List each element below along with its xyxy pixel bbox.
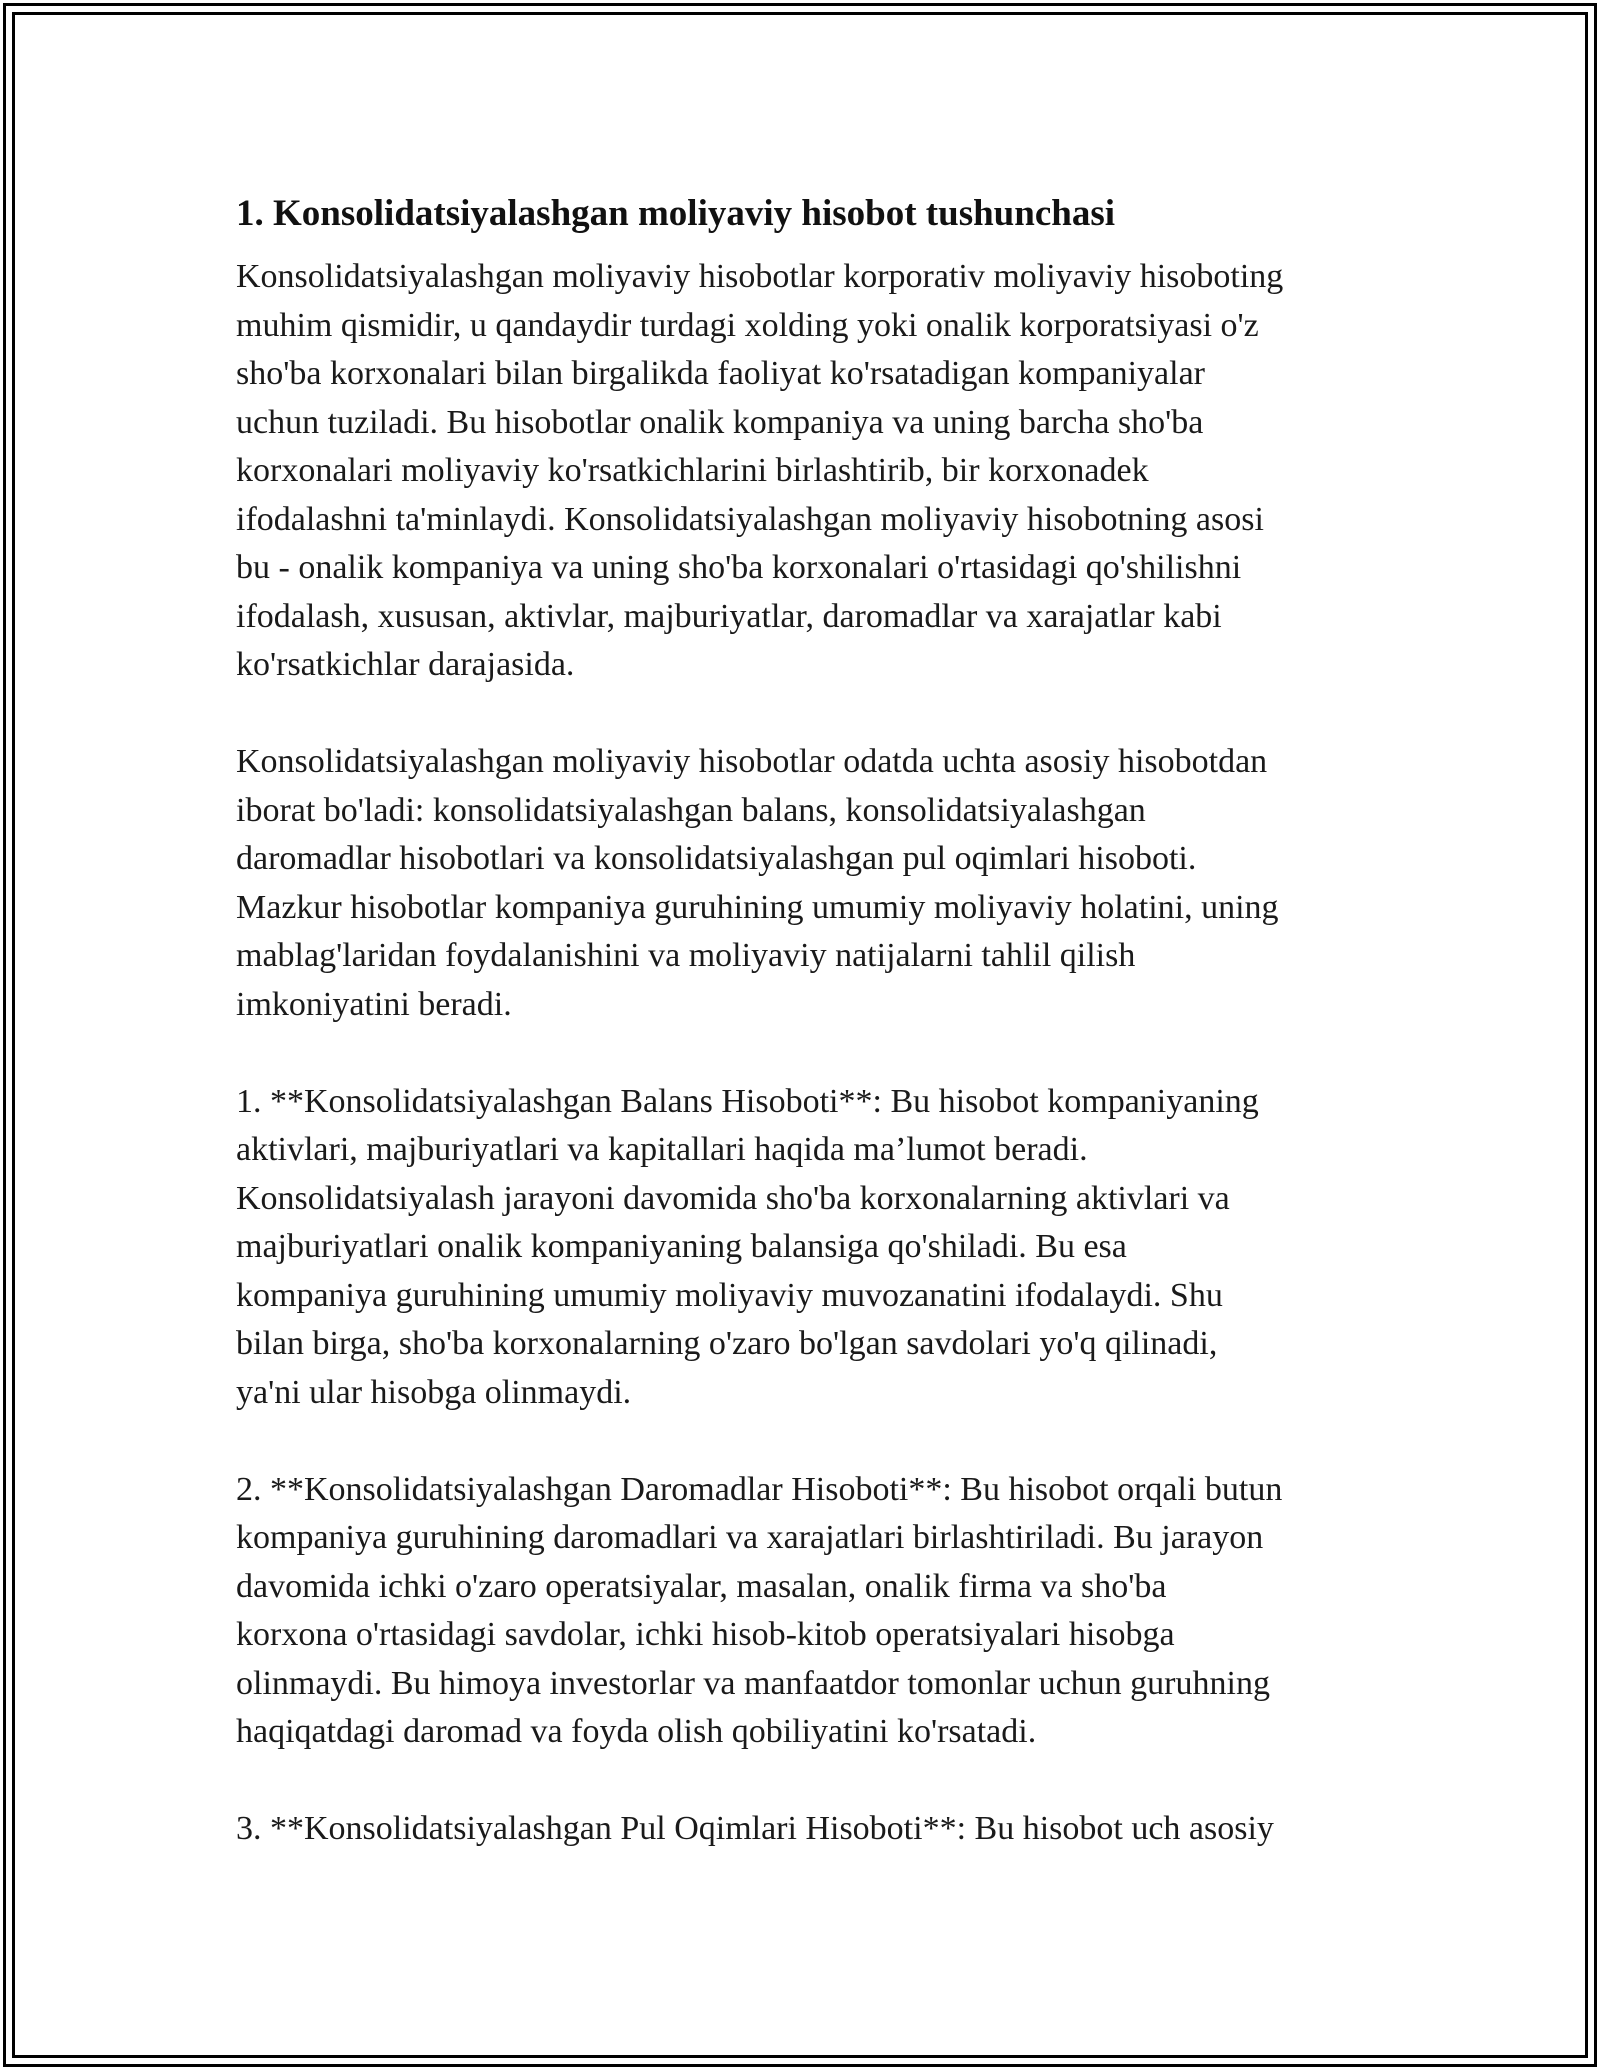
- paragraph-report-types: Konsolidatsiyalashgan moliyaviy hisobotlar odatda uchta asosiy hisobotdan iborat bo'ladi: konsolidatsiyalashgan balans, konsolidatsiyalashgan daromadlar hisobotlari va konsolidatsiyalashgan pul oqimlari hisoboti. Mazkur hisobotlar kompaniya guruhining umumiy moliyaviy holatini, uning mablag'laridan foydalanishini va moliyaviy natijalarni tahlil qilish imkoniyatini beradi.: [236, 743, 1279, 1023]
- section-heading: 1. Konsolidatsiyalashgan moliyaviy hisobot tushunchasi: [236, 193, 1116, 234]
- paragraph-income-statement: 2. **Konsolidatsiyalashgan Daromadlar Hisoboti**: Bu hisobot orqali butun kompaniya guruhining daromadlari va xarajatlari birlashtiriladi. Bu jarayon davomida ichki o'zaro operatsiyalar, masalan, onalik firma va sho'ba korxona o'rtasidagi savdolar, ichki hisob-kitob operatsiyalari hisobga olinmaydi. Bu himoya investorlar va manfaatdor tomonlar uchun guruhning haqiqatdagi daromad va foyda olish qobiliyatini ko'rsatadi.: [236, 1470, 1283, 1750]
- paragraph-intro: Konsolidatsiyalashgan moliyaviy hisobotlar korporativ moliyaviy hisoboting muhim qismidir, u qandaydir turdagi xolding yoki onalik korporatsiyasi o'z sho'ba korxonalari bilan birgalikda faoliyat ko'rsatadigan kompaniyalar uchun tuziladi. Bu hisobotlar onalik kompaniya va uning barcha sho'ba korxonalari moliyaviy ko'rsatkichlarini birlashtirib, bir korxonadek ifodalashni ta'minlaydi. Konsolidatsiyalashgan moliyaviy hisobotning asosi bu - onalik kompaniya va uning sho'ba korxonalari o'rtasidagi qo'shilishni ifodalash, xususan, aktivlar, majburiyatlar, daromadlar va xarajatlar kabi ko'rsatkichlar darajasida.: [236, 258, 1284, 683]
- document-body: [236, 185, 1376, 1854]
- paragraph-cash-flow: 3. **Konsolidatsiyalashgan Pul Oqimlari Hisoboti**: Bu hisobot uch asosiy: [236, 1810, 1274, 1847]
- paragraph-balance-sheet: 1. **Konsolidatsiyalashgan Balans Hisoboti**: Bu hisobot kompaniyaning aktivlari, majburiyatlari va kapitallari haqida ma’lumot beradi. Konsolidatsiyalash jarayoni davomida sho'ba korxonalarning aktivlari va majburiyatlari onalik kompaniyaning balansiga qo'shiladi. Bu esa kompaniya guruhining umumiy moliyaviy muvozanatini ifodalaydi. Shu bilan birga, sho'ba korxonalarning o'zaro bo'lgan savdolari yo'q qilinadi, ya'ni ular hisobga olinmaydi.: [236, 1082, 1259, 1411]
